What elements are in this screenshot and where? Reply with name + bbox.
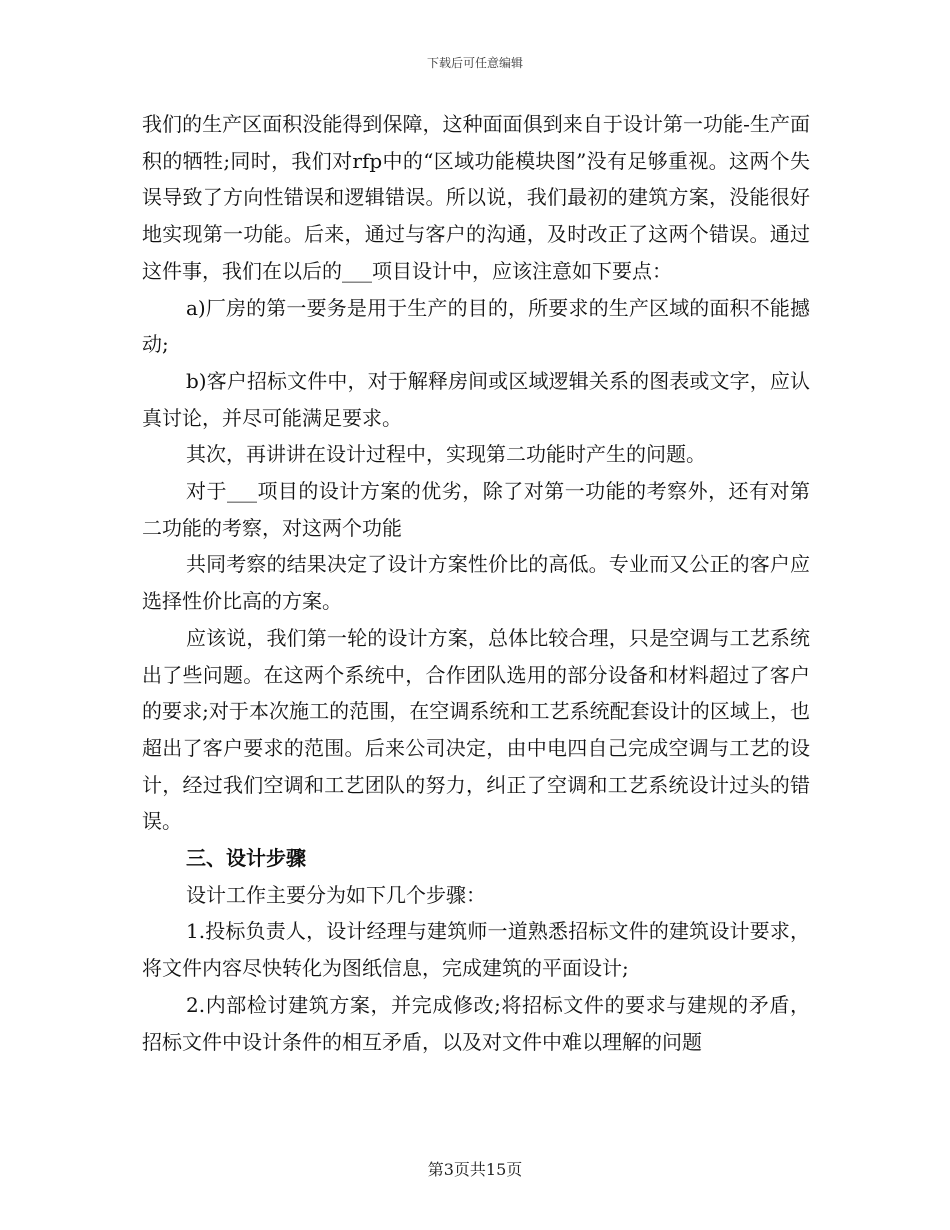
paragraph-cost-performance: 共同考察的结果决定了设计方案性价比的高低。专业而又公正的客户应选择性价比高的方案。	[142, 552, 810, 614]
document-body	[142, 106, 810, 1060]
paragraph-steps-intro: 设计工作主要分为如下几个步骤：	[186, 882, 486, 907]
paragraph-second-function-intro: 其次，再讲讲在设计过程中，实现第二功能时产生的问题。	[186, 442, 706, 467]
paragraph-evaluation: 对于___项目的设计方案的优劣，除了对第一功能的考察外，还有对第二功能的考察，对这两个功能	[142, 479, 810, 540]
page-header: 下载后可任意编辑	[426, 56, 523, 70]
paragraph-production-area: 我们的生产区面积没能得到保障，这种面面俱到来自于设计第一功能-生产面积的牺牲;同时，我们对rfp中的“区域功能模块图”没有足够重视。这两个失误导致了方向性错误和逻辑错误。所以说，我们最初的建筑方案，没能很好地实现第一功能。后来，通过与客户的沟通，及时改正了这两个错误。通过这件事，我们在以后的___项目设计中，应该注意如下要点：	[142, 112, 810, 283]
page-footer: 第3页共15页	[427, 1160, 523, 1179]
section-heading-design-steps: 三、设计步骤	[186, 846, 306, 871]
paragraph-point-b: b)客户招标文件中，对于解释房间或区域逻辑关系的图表或文字，应认真讨论，并尽可能满足要求。	[142, 368, 810, 430]
paragraph-point-a: a)厂房的第一要务是用于生产的目的，所要求的生产区域的面积不能撼动;	[142, 295, 810, 357]
list-item-step-2: 2.内部检讨建筑方案，并完成修改;将招标文件的要求与建规的矛盾，招标文件中设计条件的相互矛盾，以及对文件中难以理解的问题	[142, 992, 810, 1054]
list-item-step-1: 1.投标负责人，设计经理与建筑师一道熟悉招标文件的建筑设计要求，将文件内容尽快转化为图纸信息，完成建筑的平面设计;	[142, 919, 810, 981]
paragraph-hvac-process: 应该说，我们第一轮的设计方案，总体比较合理，只是空调与工艺系统出了些问题。在这两个系统中，合作团队选用的部分设备和材料超过了客户的要求;对于本次施工的范围，在空调系统和工艺系统配套设计的区域上，也超出了客户要求的范围。后来公司决定，由中电四自己完成空调与工艺的设计，经过我们空调和工艺团队的努力，纠正了空调和工艺系统设计过头的错误。	[142, 625, 810, 834]
